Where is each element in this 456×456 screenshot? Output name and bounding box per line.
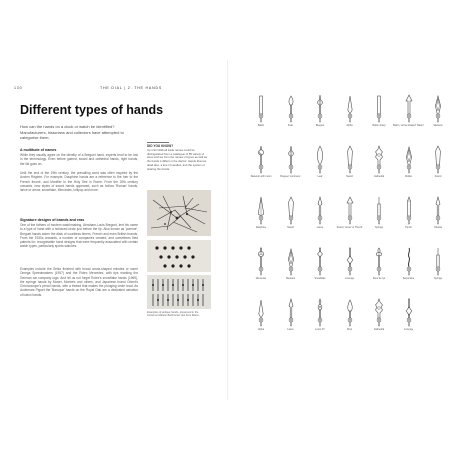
hand-label: Breguet 'Luminous' (280, 175, 301, 178)
section-paragraph: Until the end of the 19th century, the prevailing word was often inspired by the Ancien Régime. For example, Dauphine hands are a reference to the heir to the French throne, and Montfier to the Holy See in Rome. From the 20th century onwards, new styles of sword hands appeared, such as hollow 'Roman' hands, lance or arrow, snowflake, Mercedes, lollipop and more. (20, 171, 138, 193)
hand-label: Leaf (317, 175, 323, 178)
hand-label: Louis XV (315, 328, 325, 331)
watch-hand-lance (421, 196, 455, 232)
section-paragraph: Examples include the Seiko finished with broad arrow-shaped minutes or some Omega Speedmasters (1957) and the Rolex Mercedes, with tips marking the German car company logo. And let us not forget Rolex's snowflake hands (1969), the syringe hands by Moser, Montres and others, and Japanese brand Orient's Chronoscope's pencil hands, with a thread that makes the plunging circle read. As Audemars Piguet the 'Baroque' hands on the Royal Oak are a dedicated variation of baton hands. (20, 267, 138, 297)
section-heading-signature: Signature designs of brands and eras (20, 218, 85, 222)
page-number: 130 (14, 86, 23, 90)
hand-label: Dauphine (255, 226, 267, 229)
hand-label: Cathedral (373, 328, 385, 331)
hand-label: Lance (287, 328, 294, 331)
watch-hand-sword (421, 145, 455, 181)
right-page (228, 0, 456, 456)
hand-label: Batôn (257, 124, 265, 127)
page-title: Different types of hands (20, 103, 164, 117)
running-head: THE DIAL | 2. THE HANDS (100, 86, 163, 90)
section-paragraph: While they usually agree on the identity of a Breguet hand, experts tend to be lost in the terminology. Even before gained, sword and cathedral hands, right hands, the list goes on. (20, 153, 138, 166)
hand-label: Mobile (404, 175, 413, 178)
hand-blanks-photo (147, 240, 211, 272)
section-paragraph: One of the fathers of modern watchmaking, Abraham-Louis Breguet, lent his name to a type of hand with a hollowed circle just before the tip. Also known as 'pomme', Breguet hands adorn the dials of countless timers, French and even British brands. From the 1930s onwards, a number of companies created, and sometimes filed patents for, recognisable hand designs that were frequently associated with certain watch types, particularly sports watches. (20, 223, 138, 249)
hand-label: Skeleton (433, 124, 443, 127)
watch-hand-drawing (421, 94, 455, 124)
watch-hand-drawing (392, 298, 426, 328)
section-heading-names: A multitude of names (20, 148, 57, 152)
hand-label: Batón, 'arrow-shaped' 'Baton' (393, 124, 424, 127)
hand-label: Batôn sharp (372, 124, 386, 127)
hand-label: Skeleton with moon (250, 175, 272, 178)
watch-hand-drawing (421, 247, 455, 277)
hand-label: Fleur de lys (372, 277, 386, 280)
hand-label: Drop (346, 328, 353, 331)
sidebar-text: Up until 1949 all trade names could be distinguished from a catalogue of 85 variety of sizes and we from the names of types as well as the hands it differs in the dial for. Hands that are dead also, a line of needles, and the system of sharing the hands. (147, 148, 208, 171)
hand-label: Syringe (433, 277, 443, 280)
hand-label: Syringe (374, 226, 384, 229)
hand-label: Pencil (405, 226, 412, 229)
hand-label: Lozenge (403, 328, 414, 331)
hand-label: Sword, 'arrow' or 'Pencil' (336, 226, 363, 229)
hand-label: Serpentine (402, 277, 415, 280)
sidebar-title: DID YOU KNOW? (147, 144, 174, 148)
hand-label: Sword (287, 226, 294, 229)
sidebar-rule (147, 142, 169, 143)
hand-label: Lozenge (344, 277, 355, 280)
hand-label: Breguet (315, 124, 325, 127)
photo-caption: Examples of antique hands, preserved in the Ancienne Maison Bérthomier des Fers Mains. (147, 311, 200, 318)
hand-label: Alpha (257, 328, 265, 331)
watch-hand-drawing (421, 196, 455, 226)
antique-hands-photo (147, 190, 211, 236)
hand-label: Mercedes (255, 277, 267, 280)
hand-label: Sword (346, 175, 353, 178)
hand-label: Alpha (346, 124, 353, 127)
intro-text: How can the hands on a clock or watch be identified? Manufacturers, historians and collectors have attempted to categorise them. (20, 124, 124, 141)
watch-hand-skeleton (421, 94, 455, 130)
hand-label: Skeleton (285, 277, 296, 280)
antique-hand-set-photo (147, 275, 211, 309)
hand-label: Cathedral (373, 175, 385, 178)
watch-hand-syringe (421, 247, 455, 283)
watch-hand-lozenge (392, 298, 426, 334)
hand-label: Sword (434, 175, 442, 178)
hand-label: Lance (316, 226, 324, 229)
watch-hand-drawing (421, 145, 455, 175)
hand-label: Obelisk (434, 226, 442, 229)
hand-label: Snowflake (314, 277, 326, 280)
hand-label: Pear (287, 124, 294, 127)
